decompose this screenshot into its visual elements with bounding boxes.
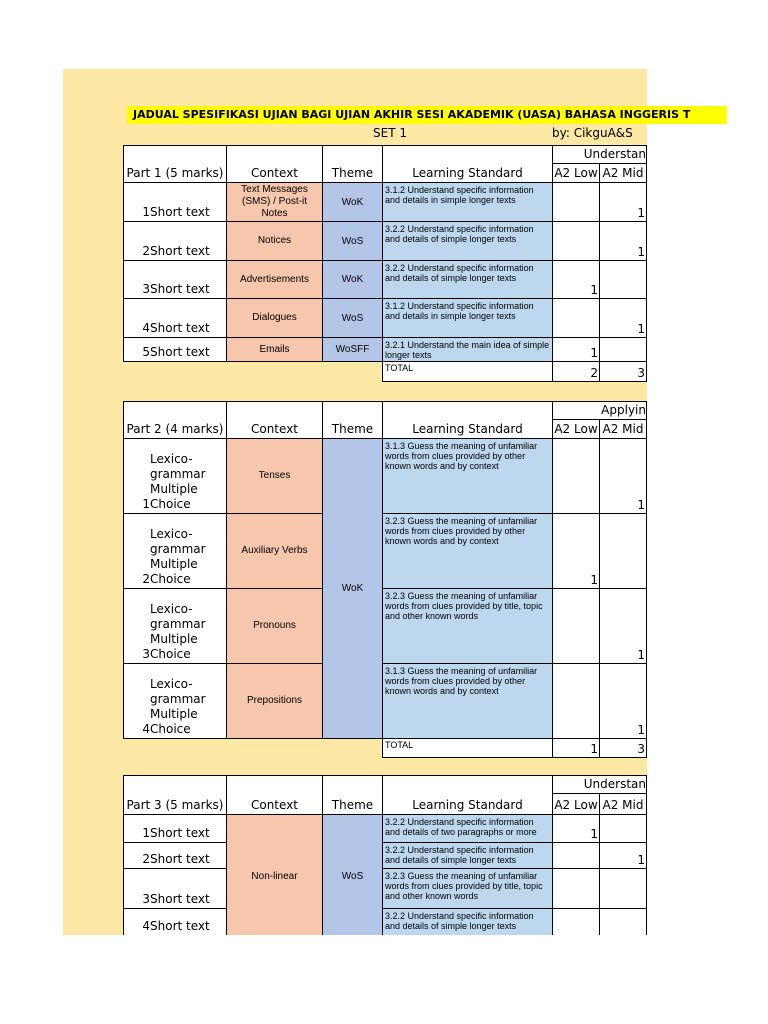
question-type-cell	[123, 182, 227, 222]
learning-standard-cell: 3.2.2 Understand specific information and details of two paragraphs or more	[382, 814, 553, 843]
question-type-cell	[123, 438, 227, 514]
a2-low-cell	[552, 908, 600, 935]
context-cell: Advertisements	[226, 260, 323, 299]
part3-context-cell: Non-linear	[226, 814, 323, 935]
a2-low-cell: 1	[552, 513, 600, 589]
total-a2-mid: 3	[599, 738, 647, 758]
question-number: 4	[142, 722, 150, 736]
question-type-cell	[123, 221, 227, 261]
a2-low-cell	[552, 842, 600, 869]
col-a2-low: A2 Low	[552, 419, 600, 439]
col-a2-low: A2 Low	[552, 793, 600, 815]
learning-standard-cell: 3.2.1 Understand the main idea of simple longer texts	[382, 337, 553, 362]
question-type: Lexico-grammar Multiple Choice	[150, 452, 206, 511]
a2-mid-cell	[599, 868, 647, 909]
question-type: Lexico-grammar Multiple Choice	[150, 602, 206, 661]
question-type: Short text	[150, 244, 210, 258]
question-number: 1	[142, 205, 150, 219]
question-type-cell	[123, 842, 227, 869]
context-cell: Text Messages (SMS) / Post-it Notes	[226, 182, 323, 222]
learning-standard-cell: 3.2.2 Understand specific information and details of simple longer texts	[382, 908, 553, 935]
question-number: 3	[142, 647, 150, 661]
a2-mid-cell: 1	[599, 182, 647, 222]
col-a2-low: A2 Low	[552, 163, 600, 183]
context-cell: Dialogues	[226, 298, 323, 338]
question-number: 2	[142, 244, 150, 258]
question-number: 4	[142, 321, 150, 335]
a2-mid-cell: 1	[599, 221, 647, 261]
question-type-cell	[123, 908, 227, 935]
question-number: 3	[142, 282, 150, 296]
part2-skill-group: Applyin	[552, 401, 647, 420]
theme-cell: WoSFF	[322, 337, 383, 362]
learning-standard-cell: 3.1.2 Understand specific information and details in simple longer texts	[382, 182, 553, 222]
context-cell: Auxiliary Verbs	[226, 513, 323, 589]
total-label: TOTAL	[382, 738, 553, 758]
part2-table	[123, 401, 647, 758]
question-type: Lexico-grammar Multiple Choice	[150, 527, 206, 586]
learning-standard-cell: 3.2.3 Guess the meaning of unfamiliar words from clues provided by other known words and by context	[382, 513, 553, 589]
part1-table	[123, 145, 647, 382]
question-type-cell	[123, 588, 227, 664]
a2-low-cell: 1	[552, 814, 600, 843]
col-theme: Theme	[322, 775, 383, 815]
col-a2-mid: A2 Mid	[599, 793, 647, 815]
question-type: Short text	[150, 892, 210, 906]
part1-skill-group: Understan	[552, 145, 647, 164]
learning-standard-cell: 3.2.2 Understand specific information and details of simple longer texts	[382, 260, 553, 299]
total-a2-mid: 3	[599, 361, 647, 382]
question-number: 3	[142, 892, 150, 906]
theme-cell: WoK	[322, 182, 383, 222]
question-number: 1	[142, 497, 150, 511]
question-type: Lexico-grammar Multiple Choice	[150, 677, 206, 736]
a2-mid-cell: 1	[599, 842, 647, 869]
a2-mid-cell: 1	[599, 588, 647, 664]
question-number: 2	[142, 852, 150, 866]
question-type-cell	[123, 337, 227, 362]
context-cell: Tenses	[226, 438, 323, 514]
question-type: Short text	[150, 826, 210, 840]
col-context: Context	[226, 145, 323, 183]
a2-low-cell	[552, 868, 600, 909]
learning-standard-cell: 3.2.2 Understand specific information and details of simple longer texts	[382, 221, 553, 261]
a2-low-cell: 1	[552, 260, 600, 299]
part1-label: Part 1 (5 marks)	[123, 145, 227, 183]
col-a2-mid: A2 Mid	[599, 419, 647, 439]
learning-standard-cell: 3.2.2 Understand specific information and details of simple longer texts	[382, 842, 553, 869]
theme-cell: WoS	[322, 221, 383, 261]
a2-mid-cell	[599, 337, 647, 362]
page-title: JADUAL SPESIFIKASI UJIAN BAGI UJIAN AKHIR SESI AKADEMIK (UASA) BAHASA INGGERIS T	[127, 106, 727, 124]
learning-standard-cell: 3.1.2 Understand specific information and details in simple longer texts	[382, 298, 553, 338]
question-type: Short text	[150, 321, 210, 335]
part3-label: Part 3 (5 marks)	[123, 775, 227, 815]
learning-standard-cell: 3.1.3 Guess the meaning of unfamiliar words from clues provided by other known words and by context	[382, 438, 553, 514]
total-label: TOTAL	[382, 361, 553, 382]
part2-label: Part 2 (4 marks)	[123, 401, 227, 439]
question-type: Short text	[150, 205, 210, 219]
learning-standard-cell: 3.2.3 Guess the meaning of unfamiliar words from clues provided by title, topic and other known words	[382, 868, 553, 909]
col-learning-standard: Learning Standard	[382, 145, 553, 183]
total-a2-low: 2	[552, 361, 600, 382]
set-label: SET 1	[373, 126, 407, 140]
question-type-cell	[123, 868, 227, 909]
col-theme: Theme	[322, 145, 383, 183]
question-type-cell	[123, 298, 227, 338]
part2-theme-cell: WoK	[322, 438, 383, 739]
a2-low-cell	[552, 221, 600, 261]
col-context: Context	[226, 401, 323, 439]
a2-mid-cell	[599, 260, 647, 299]
part3-theme-cell: WoS	[322, 814, 383, 935]
question-number: 4	[142, 919, 150, 933]
question-type-cell	[123, 663, 227, 739]
part3-skill-group: Understan	[552, 775, 647, 794]
context-cell: Pronouns	[226, 588, 323, 664]
a2-low-cell	[552, 438, 600, 514]
a2-mid-cell: 1	[599, 663, 647, 739]
question-type-cell	[123, 814, 227, 843]
a2-mid-cell: 1	[599, 438, 647, 514]
theme-cell: WoK	[322, 260, 383, 299]
a2-low-cell: 1	[552, 337, 600, 362]
question-number: 5	[142, 345, 150, 359]
a2-low-cell	[552, 298, 600, 338]
question-number: 1	[142, 826, 150, 840]
a2-low-cell	[552, 663, 600, 739]
a2-low-cell	[552, 182, 600, 222]
question-type-cell	[123, 513, 227, 589]
col-context: Context	[226, 775, 323, 815]
context-cell: Prepositions	[226, 663, 323, 739]
question-type: Short text	[150, 282, 210, 296]
learning-standard-cell: 3.1.3 Guess the meaning of unfamiliar words from clues provided by other known words and by context	[382, 663, 553, 739]
a2-low-cell	[552, 588, 600, 664]
context-cell: Notices	[226, 221, 323, 261]
col-a2-mid: A2 Mid	[599, 163, 647, 183]
a2-mid-cell	[599, 513, 647, 589]
question-type-cell	[123, 260, 227, 299]
col-theme: Theme	[322, 401, 383, 439]
a2-mid-cell	[599, 908, 647, 935]
col-learning-standard: Learning Standard	[382, 401, 553, 439]
question-number: 2	[142, 572, 150, 586]
learning-standard-cell: 3.2.3 Guess the meaning of unfamiliar words from clues provided by title, topic and other known words	[382, 588, 553, 664]
context-cell: Emails	[226, 337, 323, 362]
question-type: Short text	[150, 345, 210, 359]
total-a2-low: 1	[552, 738, 600, 758]
author-label: by: CikguA&S	[552, 126, 633, 140]
col-learning-standard: Learning Standard	[382, 775, 553, 815]
a2-mid-cell	[599, 814, 647, 843]
theme-cell: WoS	[322, 298, 383, 338]
question-type: Short text	[150, 919, 210, 933]
question-type: Short text	[150, 852, 210, 866]
a2-mid-cell: 1	[599, 298, 647, 338]
part3-table	[123, 775, 647, 935]
